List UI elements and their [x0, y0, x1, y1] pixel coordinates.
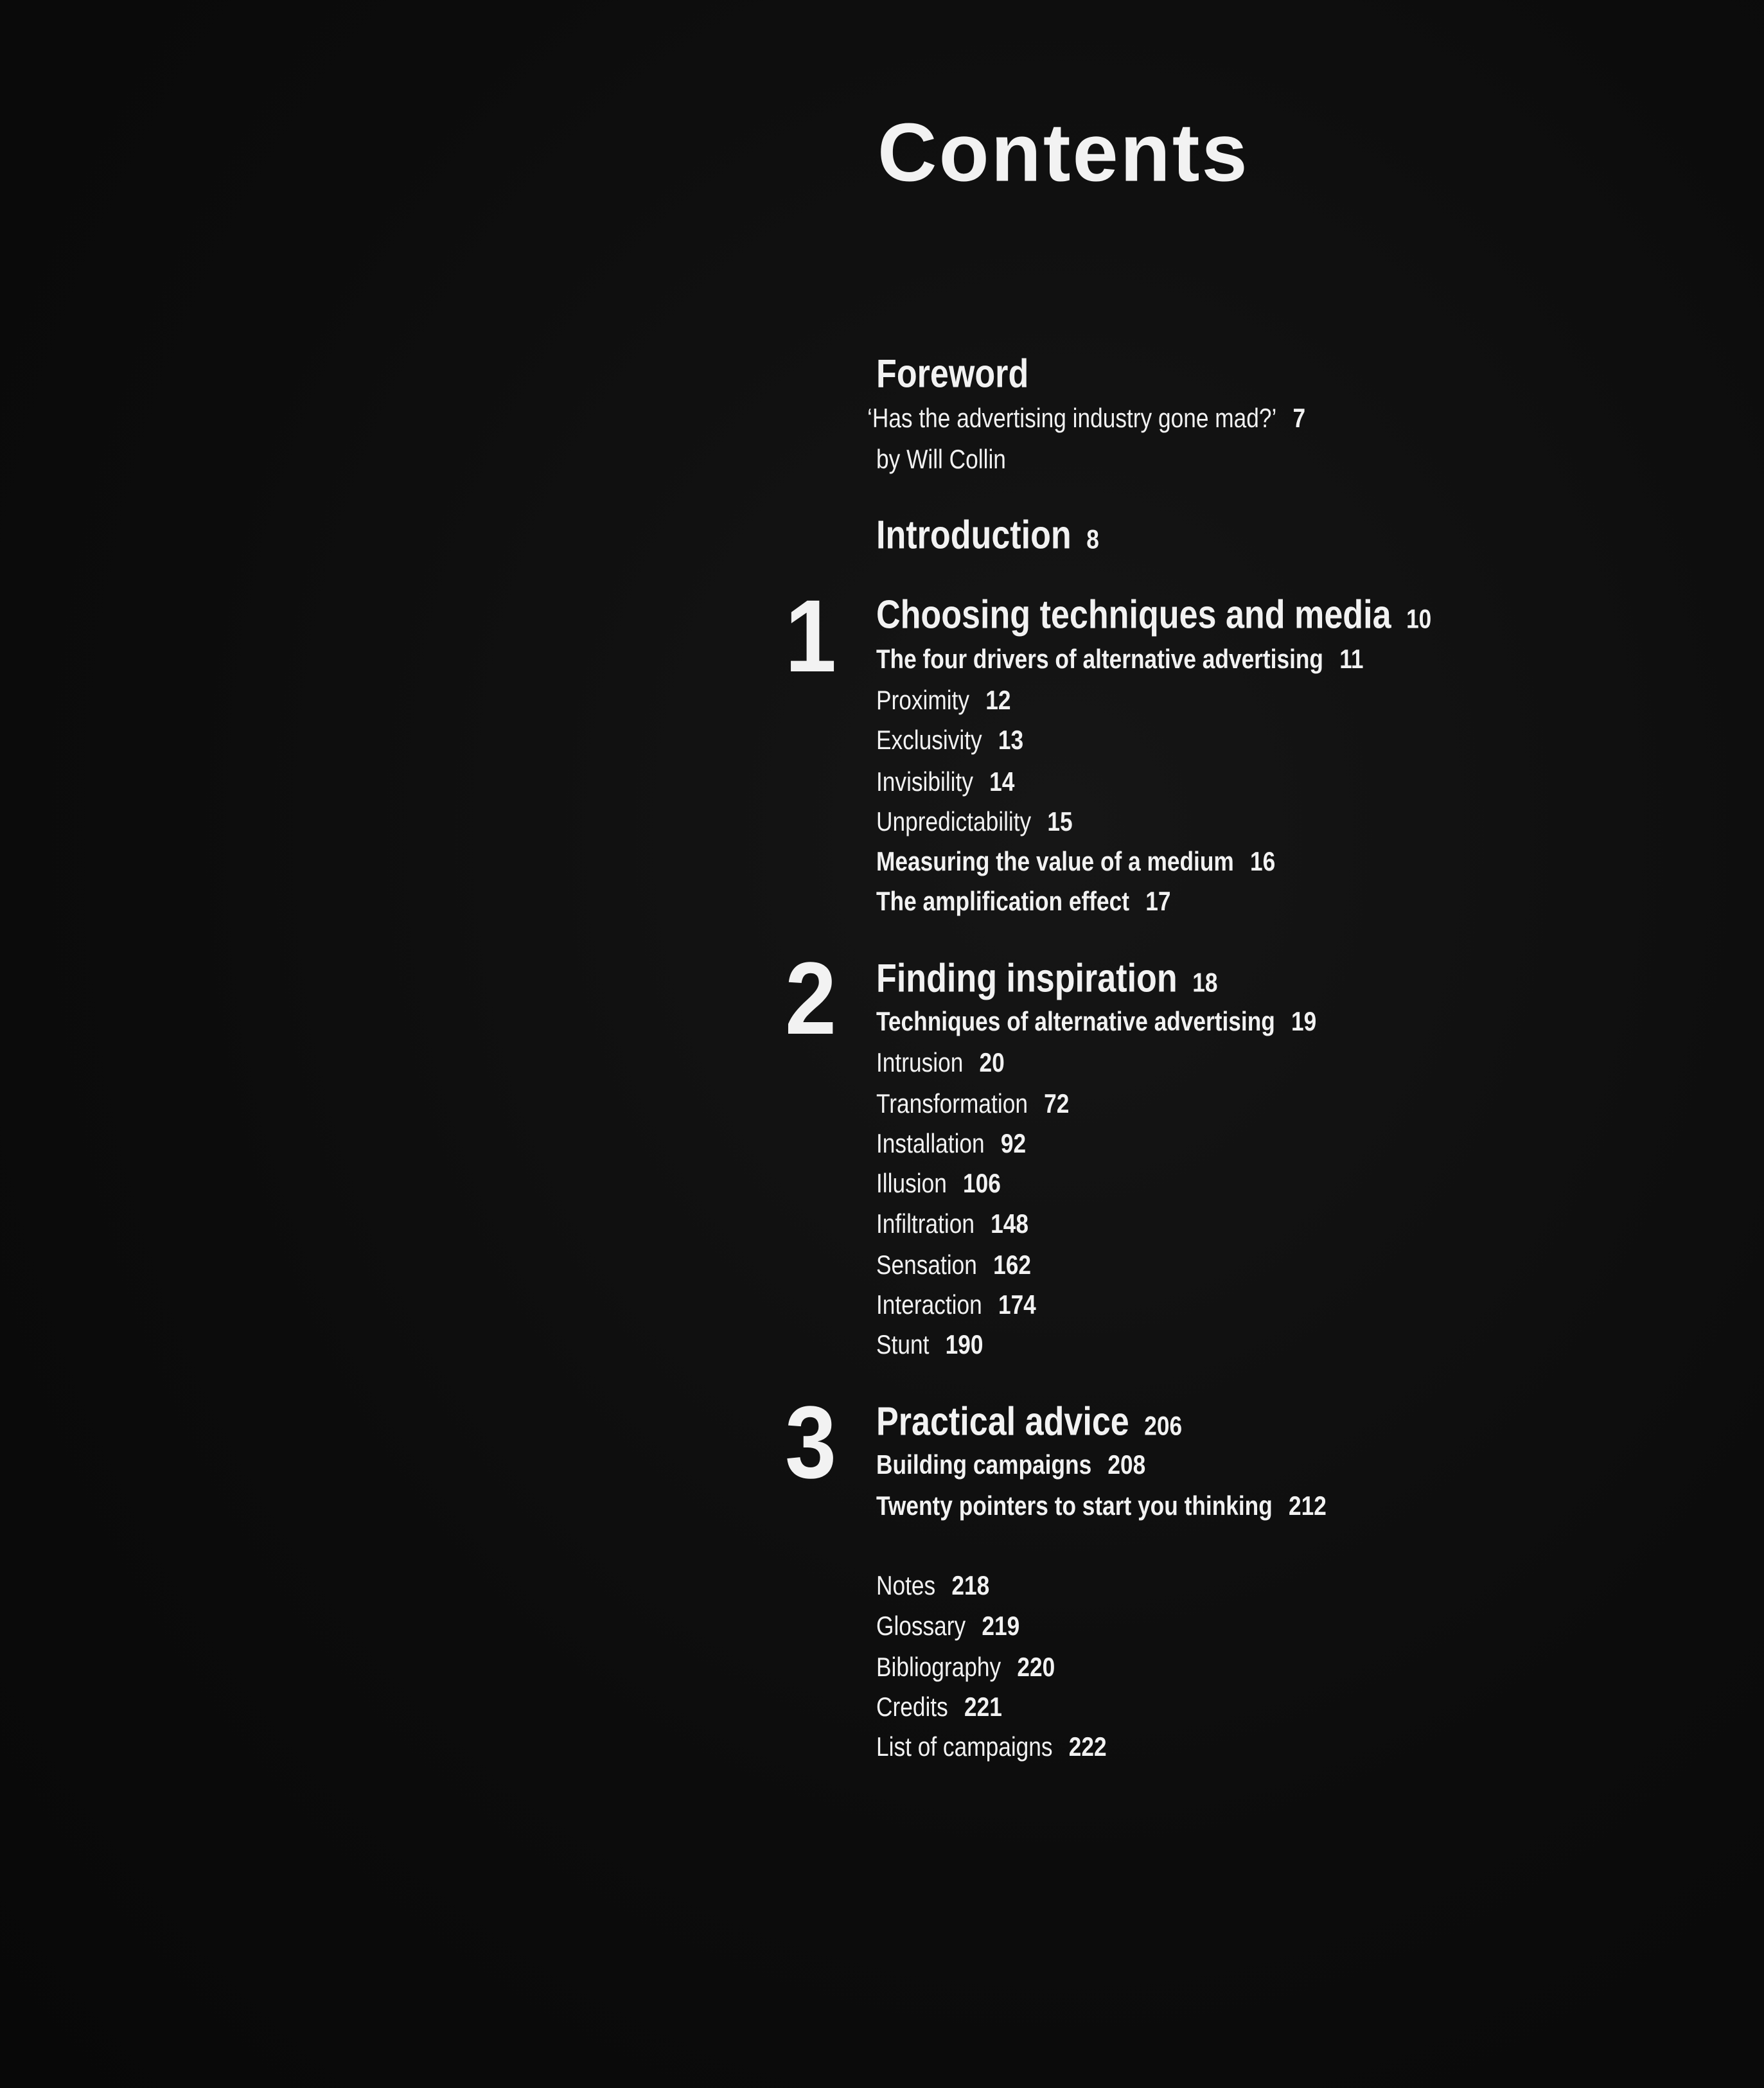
chapter-heading [876, 956, 1217, 1002]
back-matter-entry [876, 1652, 1055, 1683]
entry-label: Unpredictability [876, 806, 1032, 836]
entry-label: Sensation [876, 1250, 977, 1280]
entry-label: Installation [876, 1128, 985, 1158]
toc-entry [876, 725, 1023, 756]
page-number: 11 [1339, 644, 1364, 674]
toc-entry [876, 644, 1363, 675]
toc-entry [876, 1250, 1031, 1280]
page-number: 17 [1145, 886, 1171, 916]
chapter-heading [876, 592, 1431, 638]
entry-label: Interaction [876, 1289, 982, 1320]
back-matter-entry [876, 1611, 1019, 1641]
page-number: 220 [1017, 1652, 1055, 1682]
page-number: 72 [1044, 1088, 1070, 1119]
entry-label: Choosing techniques and media [876, 592, 1391, 637]
page-number: 14 [989, 766, 1015, 797]
page-number: 15 [1047, 806, 1073, 836]
page-number: 19 [1291, 1006, 1317, 1036]
entry-label: Notes [876, 1570, 936, 1600]
foreword-heading: Foreword [876, 351, 1029, 396]
toc-entry [876, 806, 1073, 837]
page-number: 13 [998, 725, 1024, 755]
entry-label: Intrusion [876, 1047, 964, 1077]
toc-entry [876, 1128, 1026, 1159]
page-number: 12 [985, 685, 1011, 715]
toc-entry [876, 1006, 1316, 1037]
entry-label: Glossary [876, 1611, 966, 1641]
chapter-number: 1 [785, 578, 837, 693]
page-number: 18 [1192, 967, 1218, 998]
entry-label: Bibliography [876, 1652, 1001, 1682]
page-number: 162 [993, 1250, 1031, 1280]
page-number: 206 [1144, 1410, 1183, 1441]
entry-label: Exclusivity [876, 725, 982, 755]
entry-label: Measuring the value of a medium [876, 846, 1234, 876]
foreword-entry: ‘Has the advertising industry gone mad?’ 7 [867, 403, 1306, 433]
toc-entry [876, 1449, 1145, 1480]
toc-entry [876, 766, 1014, 797]
page-number: 218 [951, 1570, 990, 1600]
chapter-number: 2 [785, 941, 837, 1056]
toc-entry [876, 886, 1170, 917]
page-number: 222 [1068, 1731, 1107, 1762]
entry-label: Practical advice [876, 1399, 1129, 1444]
entry-label: The amplification effect [876, 886, 1130, 916]
back-matter-entry [876, 1731, 1107, 1762]
page-number: 174 [998, 1289, 1036, 1320]
entry-label: Techniques of alternative advertising [876, 1006, 1275, 1036]
entry-label: The four drivers of alternative advertising [876, 644, 1323, 674]
entry-label: Transformation [876, 1088, 1028, 1119]
foreword-author: by Will Collin [876, 444, 1006, 474]
toc-entry [876, 1047, 1005, 1078]
chapter-heading [876, 1399, 1182, 1445]
toc-entry [876, 1168, 1001, 1199]
entry-label: Proximity [876, 685, 970, 715]
toc-entry [876, 1088, 1069, 1119]
entry-label: Invisibility [876, 766, 973, 797]
page-number: 92 [1000, 1128, 1027, 1158]
page-number: 190 [945, 1329, 983, 1359]
page-number: 221 [964, 1692, 1002, 1722]
page-title: Contents [878, 107, 1249, 199]
toc-entry [876, 1208, 1028, 1239]
chapter-number: 3 [785, 1385, 837, 1500]
page-number: 148 [991, 1208, 1029, 1239]
back-matter-entry [876, 1692, 1002, 1722]
toc-entry [876, 1329, 983, 1360]
entry-label: Stunt [876, 1329, 930, 1359]
page-number: 20 [979, 1047, 1005, 1077]
page-number: 10 [1406, 603, 1432, 634]
entry-label: Infiltration [876, 1208, 975, 1239]
entry-label: Finding inspiration [876, 956, 1177, 1001]
toc-entry [876, 1491, 1327, 1521]
page-number: 212 [1288, 1491, 1327, 1521]
page-number: 219 [982, 1611, 1020, 1641]
entry-label: Credits [876, 1692, 948, 1722]
introduction-heading: Introduction 8 [876, 513, 1099, 558]
entry-label: Illusion [876, 1168, 947, 1198]
page-number: 208 [1107, 1449, 1146, 1480]
entry-label: Building campaigns [876, 1449, 1092, 1480]
page-number: 16 [1249, 846, 1276, 876]
page-number: 106 [963, 1168, 1001, 1198]
back-matter-entry [876, 1570, 989, 1601]
entry-label: List of campaigns [876, 1731, 1053, 1762]
entry-label: Twenty pointers to start you thinking [876, 1491, 1273, 1521]
toc-entry [876, 685, 1011, 716]
toc-entry [876, 1289, 1036, 1320]
toc-entry [876, 846, 1275, 877]
